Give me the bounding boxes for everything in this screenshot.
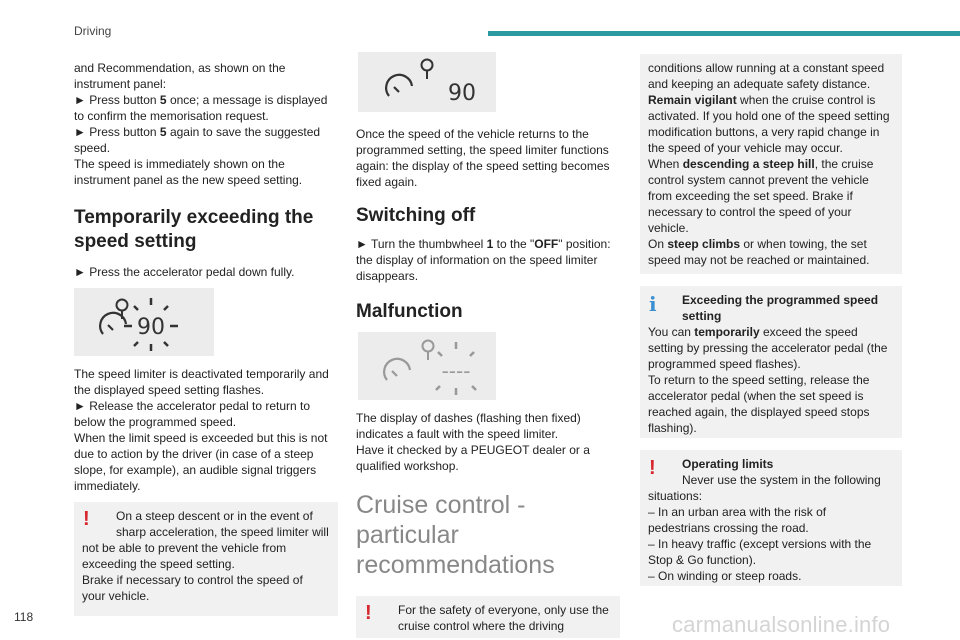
svg-text:90: 90 [137,315,165,340]
column-2 [356,60,622,638]
heading-cruise-control: Cruise control - particular recommendations [356,491,555,579]
watermark: carmanualsonline.info [672,612,891,637]
speed-flashing-illustration [74,288,214,356]
paragraph: and Recommendation, as shown on the instrument panel: [74,61,286,91]
svg-text:----: ---- [441,359,471,383]
warning-note: ! For the safety of everyone, only use the cruise control where the driving [356,596,620,638]
info-icon: i [649,292,657,316]
step-press-once: ► Press button 5 once; a message is displayed to confirm the memorisation request. [74,93,328,123]
warning-icon: ! [365,602,372,624]
paragraph: The speed is immediately shown on the instrument panel as the new speed setting. [74,157,303,187]
step-turn-thumbwheel: ► Turn the thumbwheel 1 to the "OFF" position: the display of information on the speed limiter disappears. [356,237,611,283]
info-note: i Exceeding the programmed speed setting You can temporarily exceed the speed setting by pressing the accelerator pedal (the programmed speed flashes). To return to the speed setting, release the accelerator pedal (when the set speed is reached again, the displayed speed stops flashing). [640,286,902,438]
speedometer-flash-icon [74,288,214,356]
paragraph: The display of dashes (flashing then fixed) indicates a fault with the speed limiter. Have it checked by a PEUGEOT dealer or a qualified workshop. [356,411,590,473]
step-press-accelerator: ► Press the accelerator pedal down fully. [74,265,295,279]
paragraph: Once the speed of the vehicle returns to the programmed setting, the speed limiter functions again: the display of the speed setting becomes fixed again. [356,127,610,189]
warning-icon: ! [83,508,90,530]
heading-switching-off: Switching off [356,205,476,226]
paragraph: The speed limiter is deactivated temporarily and the displayed speed setting flashes. ► Release the accelerator pedal to return to below the programmed speed. When the limit speed is exceeded but this is not due to action by the driver (in case of a steep slope, for example), an audible signal triggers immediately. [74,367,329,493]
heading-temporarily-exceeding: Temporarily exceeding the speed setting [74,207,314,252]
warning-icon: ! [649,457,656,479]
step-press-again: ► Press button 5 again to save the suggested speed. [74,125,321,155]
cruise-control-continued-note: conditions allow running at a constant speed and keeping an adequate safety distance. Remain vigilant when the cruise control is activated. If you hold one of the speed setting modification buttons, a very rapid change in the speed of your vehicle may occur. When descending a steep hill, the cruise control system cannot prevent the vehicle from exceeding the set speed. Brake if necessary to control the speed of your vehicle. On steep climbs or when towing, the set speed may not be reached or maintained. [640,54,902,274]
column-3 [640,60,904,586]
speed-fixed-illustration [358,52,496,112]
section-title: Driving [74,24,112,38]
column-1 [74,60,340,616]
warning-note: ! Operating limits Never use the system in the following situations: – In an urban area with the risk of pedestrians crossing the road. – In heavy traffic (except versions with the Stop & Go function). – On winding or steep roads. [640,450,902,586]
warning-note: ! On a steep descent or in the event of sharp acceleration, the speed limiter will not be able to prevent the vehicle from exceeding the speed setting. Brake if necessary to control the speed of your vehicle. [74,502,338,616]
svg-text:90: 90 [448,81,476,106]
speedometer-icon [358,52,496,112]
page-number: 118 [14,610,34,624]
heading-malfunction: Malfunction [356,301,463,322]
header-accent-bar [488,31,960,36]
speedometer-fault-icon [358,332,496,400]
malfunction-dashes-illustration [358,332,496,400]
